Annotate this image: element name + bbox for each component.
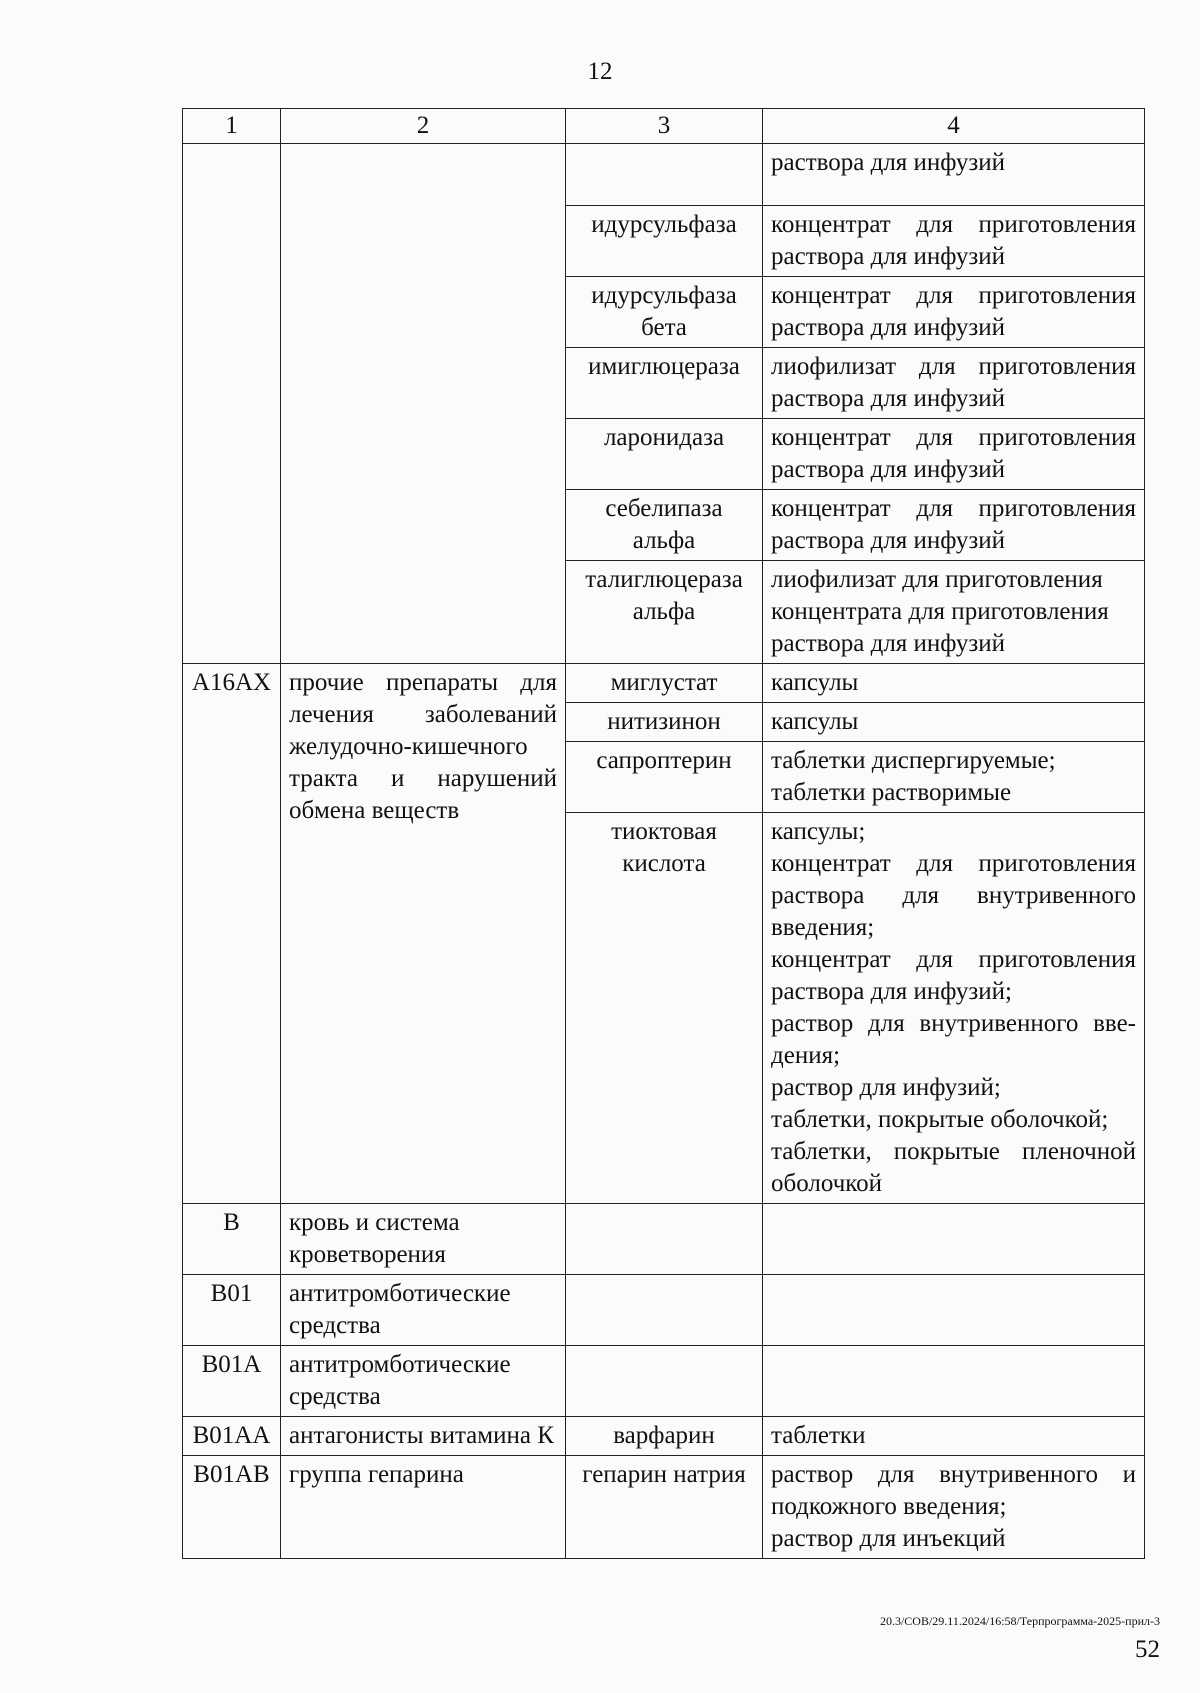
atc-code-cell: A16AX bbox=[183, 664, 281, 1204]
dosage-form-cell bbox=[763, 1275, 1145, 1346]
dosage-form-line: концентрат для приготовления раствора для инфузий; bbox=[771, 946, 1136, 1005]
dosage-form-line: раствор для внутривенного и подкожного введения; bbox=[771, 1461, 1136, 1520]
group-name-cell bbox=[281, 144, 566, 664]
table-row bbox=[183, 1417, 1145, 1456]
drug-name-cell: миглустат bbox=[566, 664, 763, 703]
atc-code-cell: B01 bbox=[183, 1275, 281, 1346]
dosage-form-line: таблетки, покрытые пленочной оболочкой bbox=[771, 1138, 1136, 1197]
table-row bbox=[183, 664, 1145, 703]
drug-name-cell: себелипаза альфа bbox=[566, 490, 763, 561]
drug-name-cell: имиглюцераза bbox=[566, 348, 763, 419]
dosage-form-cell: лиофилизат для приготовления раствора для инфузий bbox=[763, 348, 1145, 419]
drug-name-cell: талиглюцераза альфа bbox=[566, 561, 763, 664]
table-row bbox=[183, 144, 1145, 206]
atc-code-cell: B01A bbox=[183, 1346, 281, 1417]
group-name-cell: кровь и система кроветворения bbox=[281, 1204, 566, 1275]
table-row bbox=[183, 1456, 1145, 1559]
drug-name-cell: ларонидаза bbox=[566, 419, 763, 490]
table-row bbox=[183, 1204, 1145, 1275]
table-header-row bbox=[183, 109, 1145, 144]
dosage-form-cell: капсулы bbox=[763, 664, 1145, 703]
dosage-form-cell: концентрат для приготовления раствора для инфузий bbox=[763, 277, 1145, 348]
dosage-form-cell: концентрат для приготовления раствора для инфузий bbox=[763, 490, 1145, 561]
document-reference: 20.3/СОВ/29.11.2024/16:58/Терпрограмма-2025-прил-3 bbox=[879, 1614, 1160, 1628]
dosage-form-cell bbox=[763, 1204, 1145, 1275]
dosage-form-cell bbox=[763, 742, 1145, 813]
page-number-top: 12 bbox=[587, 58, 613, 85]
drug-name-cell: варфарин bbox=[566, 1417, 763, 1456]
drug-name-cell: идурсульфаза bbox=[566, 206, 763, 277]
dosage-form-line: раствор для инфузий; bbox=[771, 1074, 1001, 1101]
dosage-form-cell: концентрат для приготовления раствора для инфузий bbox=[763, 206, 1145, 277]
atc-code-cell bbox=[183, 144, 281, 664]
dosage-form-line: раствор для внутривенного вве-дения; bbox=[771, 1010, 1136, 1069]
header-cell-1: 1 bbox=[183, 109, 281, 144]
drug-name-cell: идурсульфаза бета bbox=[566, 277, 763, 348]
drug-name-cell: гепарин натрия bbox=[566, 1456, 763, 1559]
page-number-bottom: 52 bbox=[1135, 1636, 1160, 1663]
group-name-cell: группа гепарина bbox=[281, 1456, 566, 1559]
drug-name-cell bbox=[566, 1346, 763, 1417]
drug-name-cell bbox=[566, 1275, 763, 1346]
dosage-form-cell: капсулы bbox=[763, 703, 1145, 742]
drug-name-cell: сапроптерин bbox=[566, 742, 763, 813]
group-name-cell: антитромботические средства bbox=[281, 1275, 566, 1346]
drug-name-cell bbox=[566, 144, 763, 206]
dosage-form-cell: концентрат для приготовления раствора для инфузий bbox=[763, 419, 1145, 490]
group-name-cell: прочие препараты для лечения заболеваний желудочно-кишечного тракта и нарушений обмена веществ bbox=[281, 664, 566, 1204]
dosage-form-line: таблетки, покрытые оболочкой; bbox=[771, 1106, 1109, 1133]
dosage-form-cell: таблетки bbox=[763, 1417, 1145, 1456]
dosage-form-line: раствор для инъекций bbox=[771, 1525, 1006, 1552]
group-name-cell: антитромботические средства bbox=[281, 1346, 566, 1417]
dosage-form-cell bbox=[763, 1456, 1145, 1559]
dosage-form-line: таблетки диспергируемые; bbox=[771, 747, 1056, 774]
dosage-form-line: концентрат для приготовления раствора для внутривенного введения; bbox=[771, 850, 1136, 941]
dosage-form-cell bbox=[763, 1346, 1145, 1417]
atc-code-cell: B01AB bbox=[183, 1456, 281, 1559]
dosage-form-cell bbox=[763, 813, 1145, 1204]
atc-code-cell: B01AA bbox=[183, 1417, 281, 1456]
dosage-form-cell: лиофилизат для приготовления концентрата для приготовления раствора для инфузий bbox=[763, 561, 1145, 664]
table-row bbox=[183, 1346, 1145, 1417]
dosage-form-line: таблетки растворимые bbox=[771, 779, 1012, 806]
header-cell-3: 3 bbox=[566, 109, 763, 144]
table-row bbox=[183, 1275, 1145, 1346]
dosage-form-cell: раствора для инфузий bbox=[763, 144, 1145, 206]
drug-name-cell: нитизинон bbox=[566, 703, 763, 742]
drug-table bbox=[182, 108, 1145, 1559]
drug-name-cell bbox=[566, 1204, 763, 1275]
header-cell-2: 2 bbox=[281, 109, 566, 144]
atc-code-cell: B bbox=[183, 1204, 281, 1275]
dosage-form-line: капсулы; bbox=[771, 818, 866, 845]
header-cell-4: 4 bbox=[763, 109, 1145, 144]
drug-name-cell: тиоктовая кислота bbox=[566, 813, 763, 1204]
group-name-cell: антагонисты витамина К bbox=[281, 1417, 566, 1456]
